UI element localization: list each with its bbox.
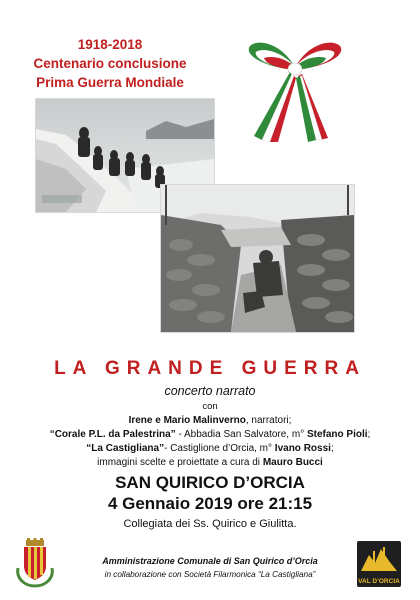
credits-choir2 [0,442,420,456]
credits-choir1 [0,428,420,442]
credits-con: con [202,401,218,412]
val-dorcia-logo [357,541,401,587]
event-venue: Collegiata dei Ss. Quirico e Giulitta. [123,518,297,530]
choir2-director: Ivano Rossi [274,443,331,454]
event-date: 4 Gennaio 2019 ore 21:15 [107,494,313,513]
header-centenario: Centenario conclusione [33,56,187,71]
choir1-rest: - Abbadia San Salvatore, m° [175,429,307,440]
choir1-director: Stefano Pioli [306,429,368,440]
val-dorcia-logo-text: VAL D’ORCIA [358,578,400,585]
event-subtitle: concerto narrato [164,384,256,398]
choir2-rest: - Castiglione d’Orcia, m° [164,443,275,454]
header-year: 1918-2018 [77,37,143,52]
choir2-end: ; [330,443,334,454]
choir1-end: ; [367,429,371,440]
choir2-name: “La Castigliana” [86,443,165,454]
narrators-role: , narratori; [245,415,292,426]
credits-narrators [0,414,420,428]
event-title: LA GRANDE GUERRA [54,358,366,379]
images-text: immagini scelte e proiettate a cura di [97,457,263,468]
narrators-names: Irene e Mario Malinverno [128,415,246,426]
choir1-name: “Corale P.L. da Palestrina” [49,429,176,440]
photo-trench-soldier [161,185,354,332]
tricolor-bow-icon [246,36,344,144]
coat-of-arms-icon [14,538,56,588]
footer-collaboration: in collaborazione con Società Filarmonica “La Castigliana” [104,570,316,579]
footer-administration: Amministrazione Comunale di San Quirico d’Orcia [102,556,318,566]
event-place: SAN QUIRICO D’ORCIA [115,473,305,492]
images-name: Mauro Bucci [262,457,323,468]
credits-images [0,456,420,470]
header-prima-guerra: Prima Guerra Mondiale [36,75,184,90]
